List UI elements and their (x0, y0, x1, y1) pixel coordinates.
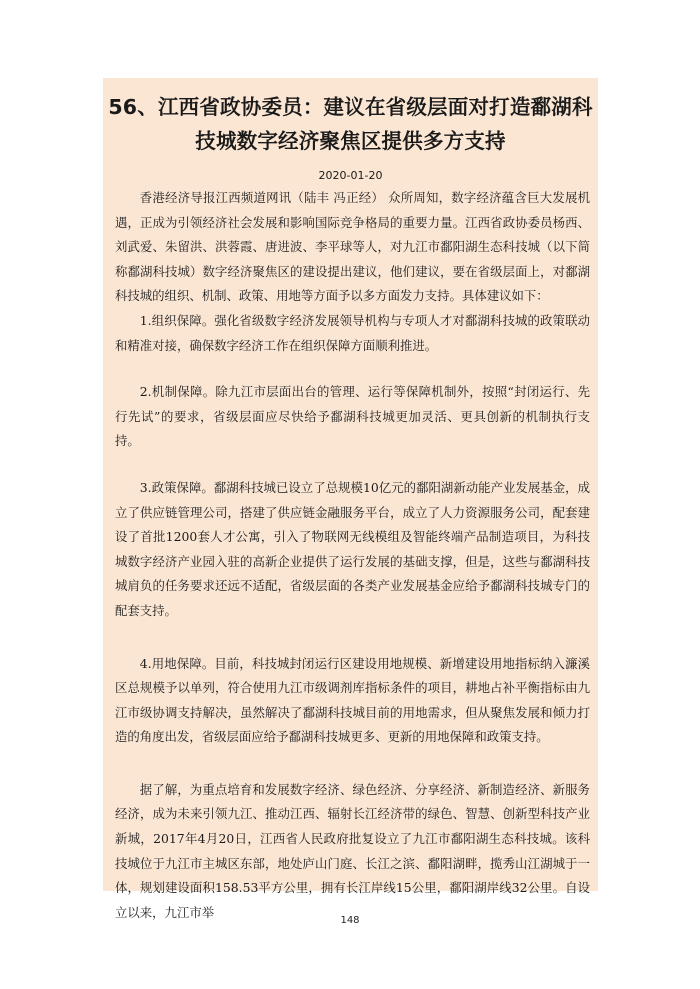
article-paragraph-policy: 3.政策保障。鄱湖科技城已设立了总规模10亿元的鄱阳湖新动能产业发展基金，成立了供应链管理公司，搭建了供应链金融服务平台，成立了人力资源服务公司，配套建设了首批1200套人才公寓，引入了物联网无线模组及智能终端产品制造项目，为科技城数字经济产业园入驻的高新企业提供了运行发展的基础支撑，但是，这些与鄱湖科技城肩负的任务要求还远不适配，省级层面的各类产业发展基金应给予鄱湖科技城专门的配套支持。 (115, 479, 590, 618)
article-paragraph-mechanism: 2.机制保障。除九江市层面出台的管理、运行等保障机制外，按照“封闭运行、先行先试”的要求，省级层面应尽快给予鄱湖科技城更加灵活、更具创新的机制执行支持。 (115, 384, 590, 449)
article-paragraph-intro: 香港经济导报江西频道网讯（陆丰 冯正经） 众所周知，数字经济蕴含巨大发展机遇，正成为引领经济社会发展和影响国际竞争格局的重要力量。江西省政协委员杨西、刘武爱、朱留洪、洪蓉霞、唐进波、李平球等人，对九江市鄱阳湖生态科技城（以下简称鄱湖科技城）数字经济聚焦区的建设提出建议，他们建议，要在省级层面上，对鄱湖科技城的组织、机制、政策、用地等方面予以多方面发力支持。具体建议如下： (115, 190, 590, 304)
article-date: 2020-01-20 (318, 169, 383, 182)
article-paragraph-organization: 1.组织保障。强化省级数字经济发展领导机构与专项人才对鄱湖科技城的政策联动和精准对接，确保数字经济工作在组织保障方面顺利推进。 (115, 312, 590, 353)
article-paragraph-land: 4.用地保障。目前，科技城封闭运行区建设用地规模、新增建设用地指标纳入濂溪区总规模予以单列，符合使用九江市级调剂库指标条件的项目，耕地占补平衡指标由九江市级协调支持解决，虽然解决了鄱湖科技城目前的用地需求，但从聚焦发展和倾力打造的角度出发，省级层面应给予鄱湖科技城更多、更新的用地保障和政策支持。 (115, 655, 590, 745)
page-number: 148 (340, 915, 360, 926)
article-title: 56、江西省政协委员：建议在省级层面对打造鄱湖科技城数字经济聚焦区提供多方支持 (108, 95, 593, 153)
article-paragraph-background: 据了解，为重点培育和发展数字经济、绿色经济、分享经济、新制造经济、新服务经济，成为未来引领九江、推动江西、辐射长江经济带的绿色、智慧、创新型科技产业新城，2017年4月20日，江西省人民政府批复设立了九江市鄱阳湖生态科技城。该科技城位于九江市主城区东部，地处庐山门庭、长江之滨、鄱阳湖畔，揽秀山江湖城于一体，规划建设面积158.53平方公里，拥有长江岸线15公里，鄱阳湖岸线32公里。自设立以来，九江市举 (115, 781, 590, 920)
article-content (103, 78, 598, 920)
